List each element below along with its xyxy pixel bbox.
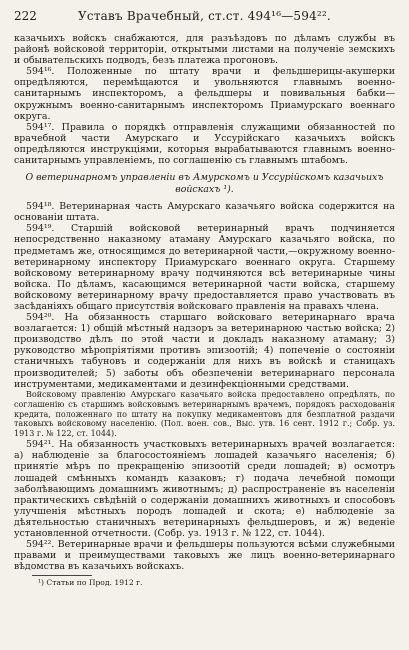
footnote: ¹) Статьи по Прод. 1912 г. [38, 578, 143, 588]
article-594-17: 594¹⁷. Правила о порядкѣ отправленія служащими обязанностей по врачебной части Амурскаго и Уссурійскаго казачьихъ войскъ опредѣляются инструкціями, которыя вырабатываются главнымъ военно-санитарнымъ управленіемъ, по соглашенію съ главнымъ штабомъ. [14, 121, 395, 167]
article-594-19: 594¹⁹. Старшій войсковой ветеринарный врачъ подчиняется непосредственно наказному атаману Амурскаго казачьяго войска, по предметамъ же, относящимся до ветеринарной части,—окружному военно-ветеринарному инспектору Приамурскаго военнаго округа. Старшему войсковому ветеринарному врачу подчиняются всѣ ветеринарные чины войска. По дѣламъ, касающимся ветеринарной части войска, старшему войсковому ветеринарному врачу предоставляется право участвовать въ засѣданіяхъ общаго присутствія войсковаго правленія на правахъ члена. [14, 223, 395, 312]
paragraph-continuation: казачьихъ войскъ снабжаются, для разъѣздовъ по дѣламъ службы въ районѣ войсковой территоріи, открытыми листами на полученіе земскихъ и обывательскихъ подводъ, безъ платежа прогоновъ. [14, 33, 395, 67]
article-594-16: 594¹⁶. Положенные по штату врачи и фельдшерицы-акушерки опредѣляются, перемѣщаются и увольняются главнымъ военно-санитарнымъ инспекторомъ, а фельдшеры и повивальныя бабки—окружнымъ военно-санитарнымъ инспекторомъ Приамурскаго военнаго округа. [14, 66, 395, 122]
article-594-21: 594²¹. На обязанность участковыхъ ветеринарныхъ врачей возлагается: а) наблюденіе за благосостояніемъ лошадей казачьяго населенія; б) принятіе мѣръ по прекращенію эпизоотій среди лошадей; в) осмотръ лошадей смѣнныхъ командъ казаковъ; г) подача лечебной помощи заболѣвающимъ домашнимъ животнымъ; д) распространеніе въ населеніи практическихъ свѣдѣній о содержаніи домашнихъ животныхъ и способовъ улучшенія мѣстныхъ породъ лошадей и скота; е) наблюденіе за дѣятельностью станичныхъ ветеринарныхъ фельдшеровъ, и ж) веденіе установленной отчетности. (Собр. уз. 1913 г. № 122, ст. 1044). [14, 439, 395, 539]
page-number: 222 [14, 9, 37, 23]
note-paragraph: Войсковому правленію Амурскаго казачьяго войска предоставлено опредѣлять, по соглашенію съ старшимъ войсковымъ ветеринарнымъ врачемъ, порядокъ расходованія кредита, положеннаго по штату на покупку медикаментовъ для безплатной раздачи таковыхъ войсковому населенію. (Пол. воен. сов., Выс. утв. 16 сент. 1912 г.; Собр. уз. 1913 г. № 122, ст. 1044). [14, 389, 395, 439]
article-594-20: 594²⁰. На обязанность старшаго войсковаго ветеринарнаго врача возлагается: 1) общій мѣстный надзоръ за ветеринарною частью войска; 2) производство дѣлъ по этой части и докладъ наказному атаману; 3) руководство мѣропріятіями противъ эпизоотій; 4) попеченіе о состояніи станичныхъ табуновъ и содержаніи для нихъ въ войскѣ и станицахъ производителей; 5) заботы объ обезпеченіи ветеринарнаго персонала инструментами, медикаментами и дезинфекціонными средствами. [14, 312, 395, 390]
running-title: Уставъ Врачебный, ст.ст. 494¹⁶—594²². [78, 9, 331, 23]
page-header [14, 8, 395, 24]
section-heading: О ветеринарномъ управленіи въ Амурскомъ и Уссурійскомъ казачьихъ войскахъ ¹). [25, 172, 384, 195]
page-body [14, 33, 395, 587]
footnote-rule [32, 575, 92, 576]
article-594-22: 594²². Ветеринарные врачи и фельдшеры пользуются всѣми служебными правами и преимуществами таковыхъ же лицъ военно-ветеринарнаго вѣдомства въ казачьихъ войскахъ. [14, 539, 395, 573]
article-594-18: 594¹⁸. Ветеринарная часть Амурскаго казачьяго войска содержится на основаніи штата. [14, 201, 395, 224]
